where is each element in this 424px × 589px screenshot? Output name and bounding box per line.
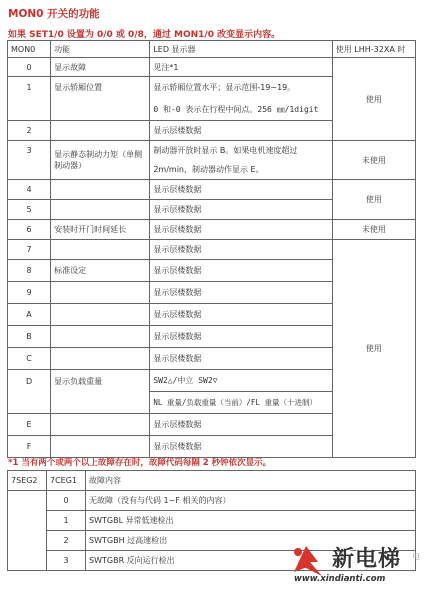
row-function <box>51 200 150 220</box>
row-led: 显示轿厢位置水平；显示范围-19~19。 <box>150 77 332 99</box>
row-led: 显示层楼数据 <box>150 240 332 260</box>
mon0-function-table <box>7 40 416 458</box>
row-led: 显示层楼数据 <box>150 348 332 370</box>
table-row <box>8 220 416 240</box>
row-led: 显示层楼数据 <box>150 180 332 200</box>
table-row <box>8 141 416 180</box>
row-led: NL 重量/负载重量（当前）/FL 重量（十进制） <box>150 392 332 414</box>
footnote: *1 当有两个或两个以上故障存在时，故障代码每隔 2 秒钟依次显示。 <box>8 458 272 468</box>
row-code: 7 <box>8 240 51 260</box>
row-function <box>51 326 150 348</box>
page-title: MON0 开关的功能 <box>8 8 100 20</box>
watermark-tail: 电 <box>412 552 420 561</box>
row-function <box>51 282 150 304</box>
row-function: 显示静态制动力矩（单侧制动器） <box>51 141 150 180</box>
row-code: D <box>8 370 51 414</box>
table-row <box>8 240 416 260</box>
watermark-url: www.xindianti.com <box>294 574 386 584</box>
row-led: 显示层楼数据 <box>150 326 332 348</box>
row-fault-content: SWTGBH 过高速检出 <box>86 531 416 551</box>
seg2-cell <box>8 491 47 571</box>
row-code: 6 <box>8 220 51 240</box>
header-7ceg1: 7CEG1 <box>47 471 86 491</box>
table-header-row <box>8 471 416 491</box>
row-function: 安装时开门时间延长 <box>51 220 150 240</box>
row-code: 5 <box>8 200 51 220</box>
row-seg1: 2 <box>47 531 86 551</box>
table-row <box>8 180 416 200</box>
row-led: 显示层楼数据 <box>150 414 332 436</box>
row-seg1: 1 <box>47 511 86 531</box>
row-function <box>51 304 150 326</box>
header-fault-content: 故障内容 <box>86 471 416 491</box>
watermark-brand: 新电梯 <box>332 547 402 572</box>
row-code: C <box>8 348 51 370</box>
row-code: 0 <box>8 58 51 77</box>
header-7seg2: 7SEG2 <box>8 471 47 491</box>
header-led: LED 显示器 <box>150 41 332 58</box>
row-led: 显示层楼数据 <box>150 200 332 220</box>
row-led: 显示层楼数据 <box>150 121 332 141</box>
row-led: 显示层楼数据 <box>150 436 332 458</box>
row-led: SW2△/中立 SW2▽ <box>150 370 332 392</box>
row-function <box>51 121 150 141</box>
row-fault-content: SWTGBR 反向运行检出 <box>86 551 416 571</box>
row-function <box>51 180 150 200</box>
row-function <box>51 348 150 370</box>
header-function: 功能 <box>51 41 150 58</box>
row-led: 显示层楼数据 <box>150 304 332 326</box>
row-function <box>51 436 150 458</box>
row-led: 显示层楼数据 <box>150 260 332 282</box>
table-row <box>8 511 416 531</box>
row-usage: 未使用 <box>332 141 415 180</box>
row-code: 9 <box>8 282 51 304</box>
row-function: 标准设定 <box>51 260 150 282</box>
row-seg1: 0 <box>47 491 86 511</box>
usage-group-3: 使用 <box>332 240 415 458</box>
usage-group-2: 使用 <box>332 180 415 220</box>
row-led: 显示层楼数据 <box>150 220 332 240</box>
watermark <box>288 540 416 586</box>
row-fault-content: 无故障（没有与代码 1~F 相关的内容） <box>86 491 416 511</box>
row-code: B <box>8 326 51 348</box>
row-function <box>51 240 150 260</box>
header-mon0: MON0 <box>8 41 51 58</box>
usage-group-1: 使用 <box>332 58 415 141</box>
page-subtitle: 如果 SET1/0 设置为 0/0 或 0/8，通过 MON1/0 改变显示内容。 <box>8 30 281 40</box>
row-function: 显示故障 <box>51 58 150 77</box>
row-function <box>51 414 150 436</box>
row-code: 2 <box>8 121 51 141</box>
table-row <box>8 491 416 511</box>
row-code: F <box>8 436 51 458</box>
row-led: 0 和-0 表示在行程中间点。256 ㎜/1digit <box>150 99 332 121</box>
row-code: 3 <box>8 141 51 180</box>
row-code: E <box>8 414 51 436</box>
row-function: 显示负载重量 <box>51 370 150 414</box>
table-header-row <box>8 41 416 58</box>
row-seg1: 3 <box>47 551 86 571</box>
row-fault-content: SWTGBL 异常低速检出 <box>86 511 416 531</box>
table-row <box>8 58 416 77</box>
row-code: 1 <box>8 77 51 121</box>
row-code: 4 <box>8 180 51 200</box>
row-led: 显示层楼数据 <box>150 282 332 304</box>
row-function: 显示轿厢位置 <box>51 77 150 121</box>
row-led: 制动器开放时显示 B。如果电机速度超过 2m/min，制动器动作显示 E。 <box>150 141 332 180</box>
row-code: A <box>8 304 51 326</box>
row-code: 8 <box>8 260 51 282</box>
row-led: 见注*1 <box>150 58 332 77</box>
row-usage: 未使用 <box>332 220 415 240</box>
header-usage: 使用 LHH-32XA 时 <box>332 41 415 58</box>
